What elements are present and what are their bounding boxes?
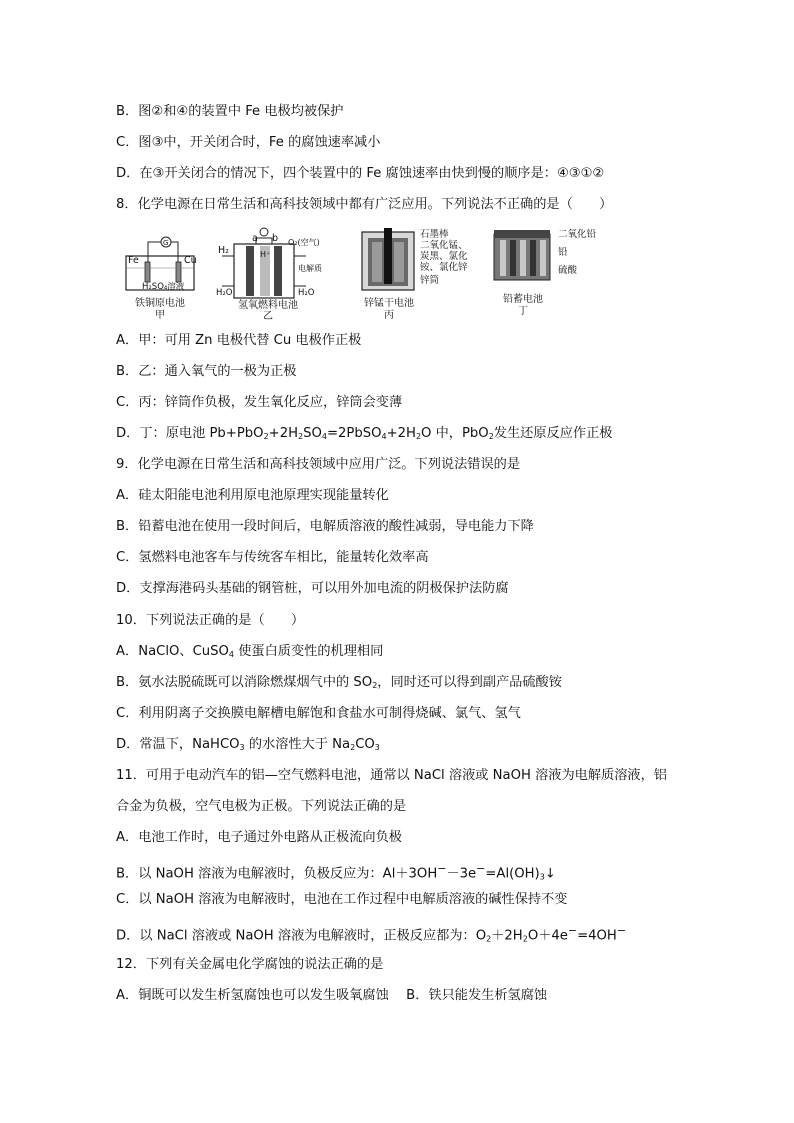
paste-label-1: 二氧化锰、	[420, 240, 468, 251]
terminal-a-label: a	[252, 233, 258, 244]
figure-jia-caption: 铁铜原电池	[135, 298, 185, 309]
text-segment: D．常温下，NaHCO	[116, 737, 240, 752]
superscript: −	[476, 862, 486, 875]
zinc-can-label: 锌筒	[420, 275, 440, 286]
text-segment: =2PbSO	[326, 426, 382, 441]
option-c-q8: C．丙：锌筒作负极，发生氧化反应，锌筒会变薄	[116, 395, 403, 410]
text-segment: ，同时还可以得到副产品硫酸铵	[377, 675, 562, 690]
figure-yi	[216, 226, 334, 322]
subscript: 2	[263, 432, 269, 441]
superscript: −	[437, 862, 447, 875]
figure-bing-tag: 丙	[384, 310, 394, 321]
text-segment: 使蛋白质变性的机理相同	[234, 644, 384, 659]
option-d-q10	[116, 736, 380, 757]
option-c-q7: C．图③中，开关闭合时，Fe 的腐蚀速率减小	[116, 135, 381, 150]
electrolyte-label: 电解质	[298, 264, 322, 273]
question-8: 8．化学电源在日常生活和高科技领域中都有广泛应用。下列说法不正确的是（ ）	[116, 197, 613, 212]
text-segment: +2H	[268, 426, 299, 441]
graphite-rod-label: 石墨棒	[420, 229, 449, 240]
figure-ding-tag: 丁	[518, 306, 528, 317]
subscript: 2	[486, 934, 492, 944]
option-d-q8	[116, 425, 612, 446]
text-segment: －3e	[446, 866, 477, 882]
subscript: 3	[374, 743, 380, 752]
option-a-q8: A．甲：可用 Zn 电极代替 Cu 电极作正极	[116, 333, 362, 348]
subscript: 4	[321, 432, 327, 441]
subscript: 2	[488, 432, 494, 441]
terminal-b-label: b	[272, 233, 279, 244]
dry-cell-diagram	[358, 226, 418, 294]
superscript: −	[567, 924, 578, 937]
text-segment: B．以 NaOH 溶液为电解液时，负极反应为：Al＋3OH	[116, 866, 438, 882]
figure-bing	[358, 226, 488, 322]
text-segment: ↓	[544, 866, 556, 882]
option-b-q10	[116, 674, 562, 695]
option-d-q7: D．在③开关闭合的情况下，四个装置中的 Fe 腐蚀速率由快到慢的顺序是：④③①②	[116, 166, 605, 181]
option-b-q8: B．乙：通入氧气的一极为正极	[116, 364, 297, 379]
battery-figures	[118, 226, 618, 326]
lead-dioxide-label: 二氧化铅	[558, 229, 597, 240]
text-segment: D．以 NaCl 溶液或 NaOH 溶液为电解液时，正极反应都为：O	[116, 928, 487, 944]
text-segment: B．氨水法脱硫既可以消除燃煤烟气中的 SO	[116, 675, 373, 690]
lead-acid-cell-diagram	[492, 226, 554, 282]
subscript: 2	[372, 681, 378, 690]
text-segment: CO	[355, 737, 375, 752]
text-segment: D．丁：原电池 Pb+PbO	[116, 426, 264, 441]
option-b-q11	[116, 860, 556, 886]
option-a-q9: A．硅太阳能电池利用原电池原理实现能量转化	[116, 488, 389, 503]
subscript: 4	[228, 650, 235, 659]
question-11-line-1: 11．可用于电动汽车的铝—空气燃料电池，通常以 NaCl 溶液或 NaOH 溶液为电解质溶液，铝	[116, 768, 667, 783]
text-segment: O 中，PbO	[421, 426, 489, 441]
subscript: 4	[381, 432, 387, 441]
question-12: 12．下列有关金属电化学腐蚀的说法正确的是	[116, 957, 384, 972]
option-c-q10: C．利用阴离子交换膜电解槽电解饱和食盐水可制得烧碱、氯气、氢气	[116, 706, 521, 721]
text-segment: 发生还原反应作正极	[493, 426, 613, 441]
figure-jia-tag: 甲	[155, 310, 165, 321]
question-10: 10．下列说法正确的是（ ）	[116, 613, 305, 628]
option-c-q9: C．氢燃料电池客车与传统客车相比，能量转化效率高	[116, 550, 429, 565]
solution-label: H₂SO₄溶液	[142, 282, 185, 292]
figure-jia	[118, 226, 206, 322]
fe-electrode-label: Fe	[128, 255, 139, 266]
subscript: 3	[239, 743, 245, 752]
figure-yi-caption: 氢氧燃料电池	[238, 300, 298, 311]
subscript: 2	[350, 743, 356, 752]
subscript: 2	[415, 432, 422, 441]
text-segment: ＋2H	[491, 928, 523, 944]
option-b-q7: B．图②和④的装置中 Fe 电极均被保护	[116, 104, 344, 119]
figure-yi-tag: 乙	[263, 311, 273, 322]
option-a-q10	[116, 643, 383, 664]
text-segment: SO	[303, 426, 322, 441]
option-c-q11: C．以 NaOH 溶液为电解液时，电池在工作过程中电解质溶液的碱性保持不变	[116, 892, 568, 907]
h2-inlet-label: H₂	[218, 245, 229, 256]
galvanometer-label: G	[163, 239, 169, 247]
superscript: −	[616, 924, 627, 937]
question-11-line-2: 合金为负极，空气电极为正极。下列说法正确的是	[116, 799, 407, 814]
text-segment: =Al(OH)	[485, 866, 540, 882]
options-ab-q12: A．铜既可以发生析氢腐蚀也可以发生吸氧腐蚀 B．铁只能发生析氢腐蚀	[116, 988, 548, 1003]
o2-inlet-label: O₂(空气)	[288, 238, 320, 247]
option-d-q9: D．支撑海港码头基础的钢管桩，可以用外加电流的阴极保护法防腐	[116, 581, 509, 596]
question-9: 9．化学电源在日常生活和高科技领域中应用广泛。下列说法错误的是	[116, 457, 521, 472]
text-segment: 的水溶性大于 Na	[244, 737, 351, 752]
subscript: 2	[298, 432, 304, 441]
figure-ding	[492, 226, 618, 322]
lead-label: 铅	[558, 247, 568, 258]
text-segment: =4OH	[577, 928, 617, 944]
option-d-q11	[116, 922, 626, 948]
figure-ding-caption: 铅蓄电池	[503, 294, 543, 305]
hplus-label: H⁺	[260, 250, 271, 259]
option-b-q9: B．铅蓄电池在使用一段时间后，电解质溶液的酸性减弱，导电能力下降	[116, 519, 534, 534]
h2o-right-label: H₂O	[298, 288, 315, 298]
subscript: 2	[522, 934, 528, 944]
text-segment: +2H	[386, 426, 416, 441]
cu-electrode-label: Cu	[184, 255, 197, 266]
option-a-q11: A．电池工作时，电子通过外电路从正极流向负极	[116, 830, 402, 845]
text-segment: A．NaClO、CuSO	[116, 644, 229, 659]
paste-label-3: 铵、氯化锌	[420, 262, 468, 273]
figure-bing-caption: 锌锰干电池	[364, 298, 414, 309]
subscript: 3	[539, 872, 545, 882]
sulfuric-acid-label: 硫酸	[558, 265, 578, 276]
paste-label-2: 炭黑、氯化	[420, 251, 468, 262]
h2o-left-label: H₂O	[216, 288, 233, 298]
text-segment: O＋4e	[527, 928, 568, 944]
